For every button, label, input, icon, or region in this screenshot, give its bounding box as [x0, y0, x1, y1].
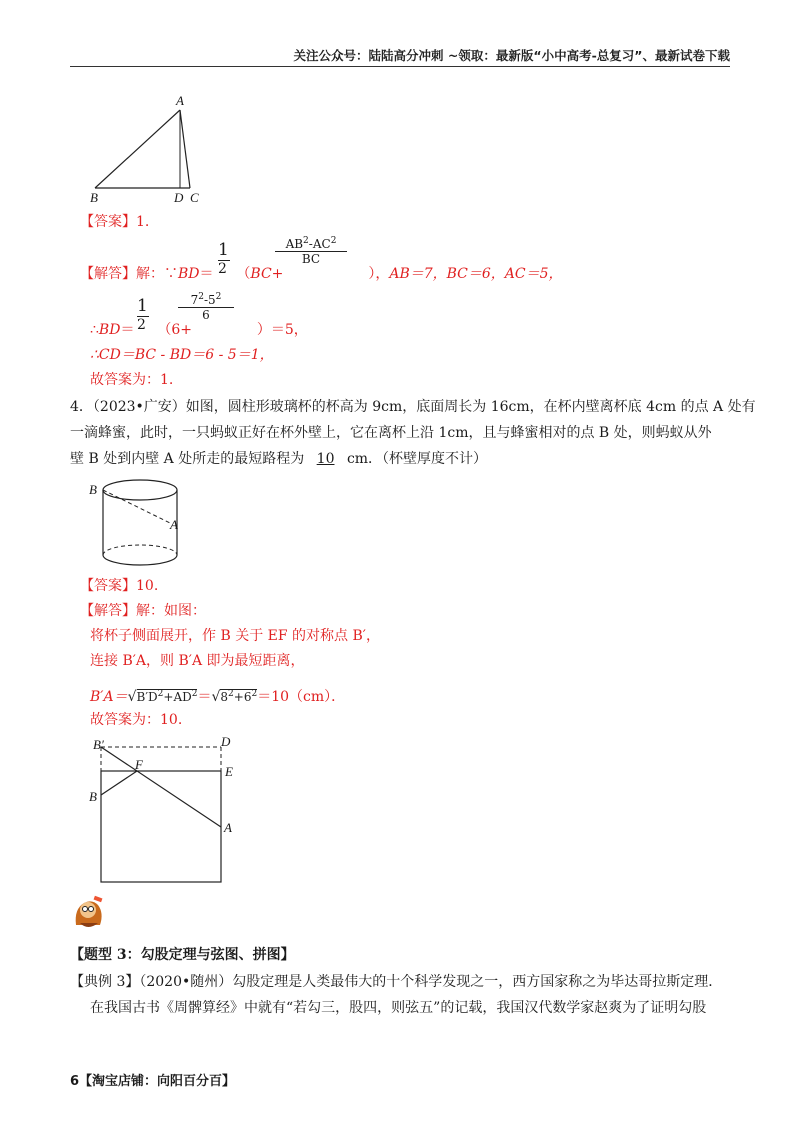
- cylinder-path: [103, 490, 170, 523]
- triangle-figure: [80, 90, 220, 210]
- unfold-label-e: E: [225, 764, 233, 779]
- problem-4-stem-1: 4．（2023•广安）如图，圆柱形玻璃杯的杯高为 9cm，底面周长为 16cm，在杯内壁离杯底 4cm 的点 A 处有: [70, 399, 756, 415]
- answer-4: 【答案】10.: [80, 578, 159, 594]
- section-title: 【题型 3：勾股定理与弦图、拼图】: [70, 947, 295, 963]
- problem-4-stem-3: 壁 B 处到内壁 A 处所走的最短路程为 10 cm．（杯壁厚度不计）: [70, 451, 488, 467]
- header-rule: [70, 66, 730, 67]
- solution-4-line2: 将杯子侧面展开，作 B 关于 EF 的对称点 B′，: [90, 628, 380, 644]
- cylinder-bottom-back: [103, 545, 177, 555]
- answer-value: 1.: [136, 214, 150, 230]
- label-a: A: [176, 93, 184, 108]
- cylinder-bottom-front: [103, 555, 177, 565]
- cylinder-top: [103, 480, 177, 500]
- frac-num: 1: [218, 240, 229, 260]
- label-d: D: [174, 190, 184, 205]
- cylinder-figure: [85, 475, 195, 575]
- triangle-side-ab: [95, 110, 180, 188]
- solution-4-formula: $B'A=√B'D^2+AD^2=√8^2+6^2=10(cm)$．: [90, 689, 346, 705]
- problem-4-stem-2: 一滴蜂蜜，此时，一只蚂蚁正好在杯外壁上，它在离杯上沿 1cm，且与蜂蜜相对的点 B 处，则蚂蚁从外: [70, 425, 712, 441]
- example-3-line1: 【典例 3】（2020•随州）勾股定理是人类最伟大的十个科学发现之一，西方国家称之为毕达哥拉斯定理．: [70, 974, 723, 990]
- solution-3-line3: ∴CD＝BC - BD＝6 - 5＝1，: [90, 347, 274, 363]
- unfold-label-bprime: B′: [93, 737, 104, 752]
- answer-3: [80, 212, 149, 232]
- cyl-label-b: B: [89, 482, 97, 497]
- example-3-line2: 在我国古书《周髀算经》中就有“若勾三，股四，则弦五”的记载，我国汉代数学家赵爽为了证明勾股: [90, 1000, 707, 1016]
- answer-label: 【答案】: [80, 214, 136, 230]
- shop-name: 【淘宝店铺：向阳百分百】: [79, 1074, 236, 1089]
- label-c: C: [190, 190, 199, 205]
- frac-72-52-6: $7^2-5^2$ 6: [178, 292, 234, 322]
- frac-den: 2: [218, 260, 230, 277]
- b-f-line: [101, 771, 137, 795]
- cyl-label-a: A: [170, 517, 178, 532]
- unfold-label-f: F: [135, 757, 143, 772]
- solution-4-line1: 【解答】解：如图：: [80, 603, 206, 619]
- page-number: 6: [70, 1074, 80, 1089]
- unfold-label-b: B: [89, 789, 97, 804]
- answer-blank: 10: [316, 451, 335, 467]
- solution-3-line1: 【解答】解：∵BD＝ （BC+ ），AB＝7，BC＝6，AC＝5，: [80, 266, 563, 282]
- unfold-label-d: D: [221, 734, 231, 749]
- frac-ab-ac-bc: $AB^2-AC^2$ BC: [275, 236, 347, 266]
- label-b: B: [90, 190, 98, 205]
- solution-3-final: 故答案为：1.: [90, 372, 174, 388]
- solution-4-line3: 连接 B′A，则 B′A 即为最短距离，: [90, 653, 305, 669]
- page-footer: [70, 1070, 235, 1089]
- unfold-label-a: A: [224, 820, 232, 835]
- unfold-figure: [85, 733, 255, 888]
- solution-3-line2: ∴BD＝ （6+ ）＝5，: [90, 322, 308, 338]
- frac-half-2: 1 2: [137, 296, 148, 333]
- solution-4-final: 故答案为：10.: [90, 712, 183, 728]
- page-header: 关注公众号：陆陆高分冲刺 ~领取：最新版“小中高考-总复习”、最新试卷下载: [293, 48, 730, 63]
- triangle-side-ac: [180, 110, 190, 188]
- mascot-icon: [70, 893, 106, 933]
- bprime-a-line: [101, 747, 221, 827]
